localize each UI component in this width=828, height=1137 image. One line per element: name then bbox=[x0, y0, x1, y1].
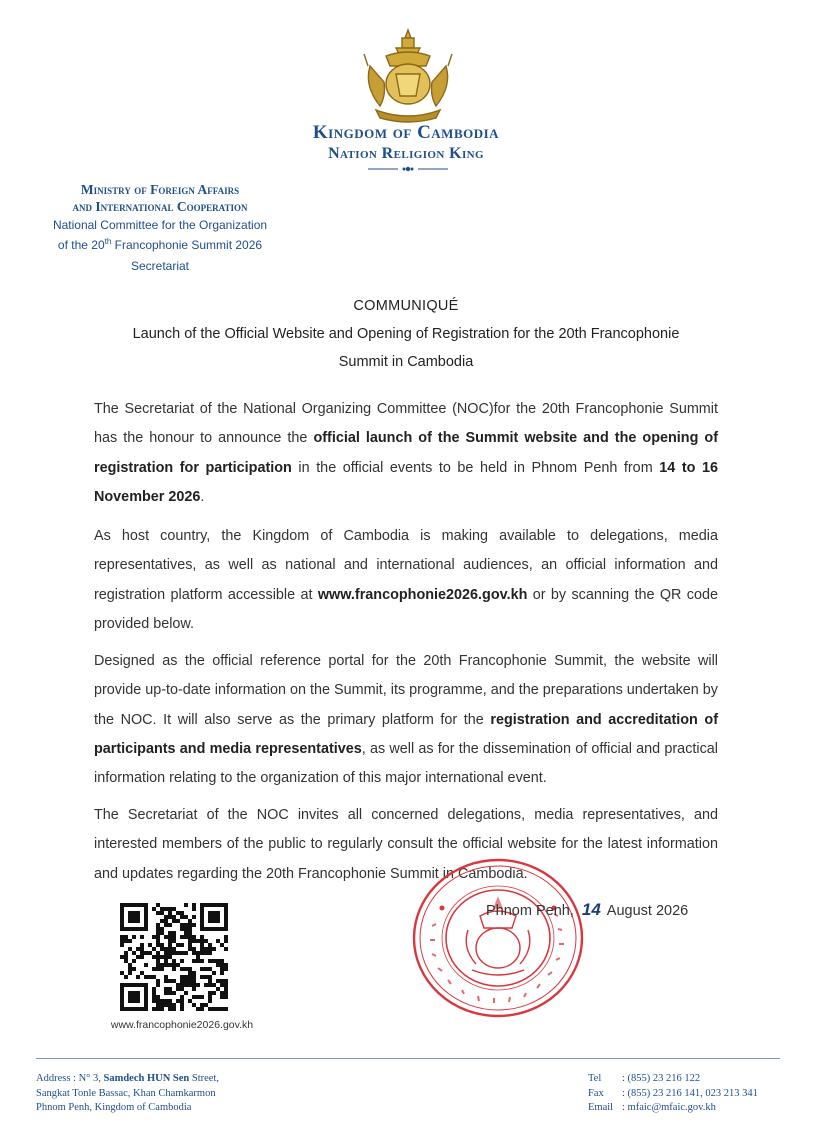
body-paragraph-3 bbox=[94, 647, 718, 793]
committee-name-line2 bbox=[30, 237, 290, 252]
text-run: or by scanning the QR code provided below. bbox=[94, 586, 719, 632]
address-street: Samdech HUN Sen bbox=[103, 1073, 190, 1084]
body-paragraph-4 bbox=[94, 801, 718, 889]
official-seal-stamp bbox=[410, 856, 586, 1020]
text-run: As host country, the Kingdom of Cambodia is making available to delegations, media representatives, as well as national and international audiences, an official information and registration platform accessible at bbox=[94, 528, 718, 603]
tel-row bbox=[588, 1072, 788, 1087]
communique-label: COMMUNIQUÉ bbox=[353, 298, 459, 314]
text-run: , as well as for the dissemination of official and practical information relating to the organization of this major international event. bbox=[94, 740, 718, 787]
fax-label: Fax bbox=[588, 1087, 604, 1099]
footer-address bbox=[36, 1072, 336, 1116]
qr-website-url[interactable]: www.francophonie2026.gov.kh bbox=[110, 1019, 254, 1031]
committee-line2-post: Francophonie Summit 2026 bbox=[111, 238, 263, 252]
ministry-name-line1: Ministry of Foreign Affairs bbox=[80, 182, 240, 197]
bold-text-run: official launch of the Summit website and the opening of registration for participation bbox=[94, 430, 718, 476]
text-run: Designed as the official reference portal for the 20th Francophonie Summit, the website will provide up-to-date information on the Summit, its programme, and the preparations undertaken by the NOC. It will also serve as the primary platform for the bbox=[94, 653, 718, 728]
text-run: . bbox=[200, 488, 205, 505]
bold-text-run: www.francophonie2026.gov.kh bbox=[317, 586, 528, 603]
address-line3: Phnom Penh, Kingdom of Cambodia bbox=[36, 1102, 192, 1113]
address-line2: Sangkat Tonle Bassac, Khan Chamkarmon bbox=[36, 1087, 216, 1099]
ordinal-suffix: th bbox=[104, 237, 112, 246]
kingdom-title: Kingdom of Cambodia bbox=[312, 122, 500, 143]
divider-ornament-icon bbox=[368, 164, 448, 174]
email-label: Email bbox=[588, 1102, 614, 1113]
body-paragraph-1 bbox=[94, 395, 718, 512]
footer-contact bbox=[588, 1072, 788, 1116]
signature-month-year: August 2026 bbox=[606, 903, 689, 919]
signature-day: 14 bbox=[581, 900, 601, 919]
fax-value: : (855) 23 216 141, 023 213 341 bbox=[622, 1087, 758, 1099]
fax-row bbox=[588, 1087, 788, 1102]
text-run: The Secretariat of the National Organizing Committee (NOC)for the 20th Francophonie Summit has the honour to announce the bbox=[94, 401, 718, 447]
ministry-name-line2: and International Cooperation bbox=[72, 199, 248, 214]
text-run: in the official events to be held in Phnom Penh from bbox=[291, 459, 660, 476]
email-row bbox=[588, 1101, 788, 1116]
communique-title-line2: Summit in Cambodia bbox=[338, 354, 474, 370]
text-run: The Secretariat of the NOC invites all concerned delegations, media representatives, and interested members of the public to regularly consult the official website for the latest information and updates regarding the 20th Francophonie Summit in Cambodia. bbox=[94, 807, 718, 882]
national-motto: Nation Religion King bbox=[328, 145, 484, 162]
committee-line2-pre: of the 20 bbox=[57, 238, 105, 252]
bold-text-run: registration and accreditation of participants and media representatives bbox=[94, 711, 718, 757]
footer-divider bbox=[36, 1058, 780, 1059]
tel-label: Tel bbox=[588, 1073, 602, 1084]
signature-place-date bbox=[486, 900, 688, 920]
qr-code-icon[interactable] bbox=[120, 903, 228, 1011]
email-value[interactable]: : mfaic@mfaic.gov.kh bbox=[622, 1102, 716, 1113]
committee-name-line1: National Committee for the Organization bbox=[52, 218, 268, 232]
address-street-post: Street, bbox=[189, 1073, 220, 1084]
communique-title-line1: Launch of the Official Website and Opening of Registration for the 20th Francophonie bbox=[132, 326, 680, 342]
body-paragraph-2 bbox=[94, 522, 718, 639]
secretariat-label: Secretariat bbox=[130, 259, 190, 273]
address-label: Address : N° 3, bbox=[36, 1073, 104, 1084]
signature-place: Phnom Penh, bbox=[486, 903, 574, 919]
address-line1 bbox=[36, 1072, 336, 1087]
tel-value: : (855) 23 216 122 bbox=[622, 1073, 701, 1084]
bold-text-run: 14 to 16 November 2026 bbox=[94, 459, 718, 505]
royal-arms-emblem bbox=[356, 26, 460, 126]
